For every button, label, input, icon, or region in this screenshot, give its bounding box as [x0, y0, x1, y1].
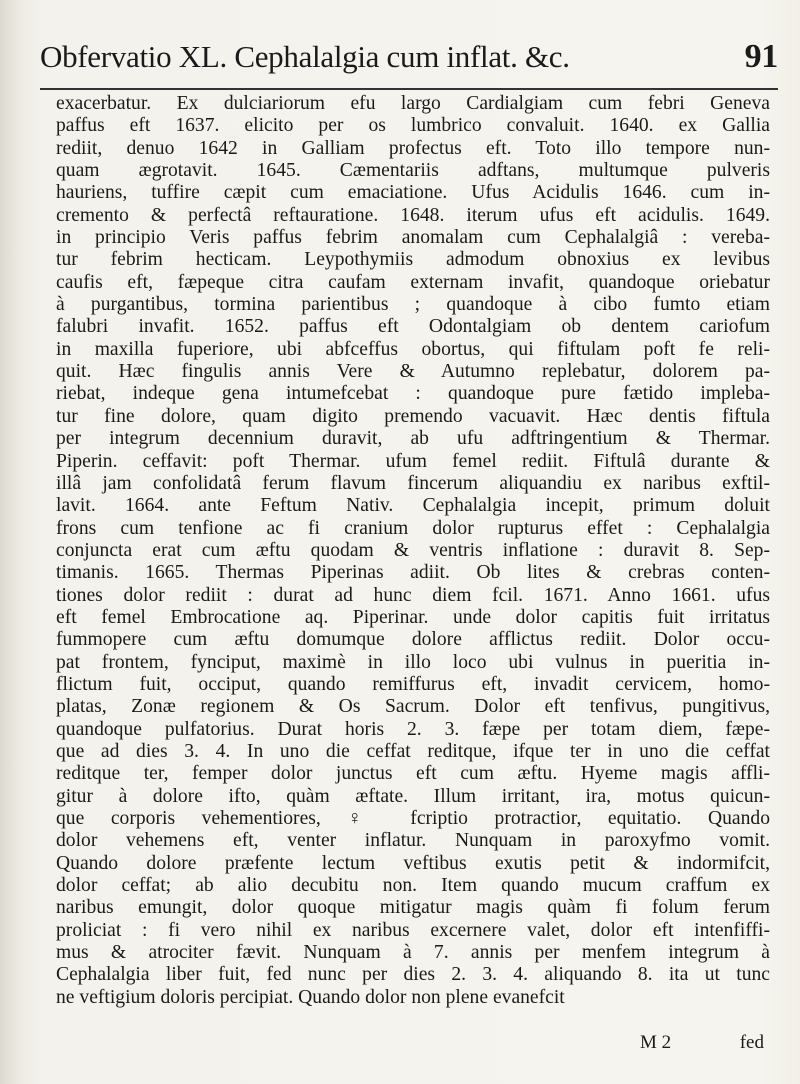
text-line: pat frontem, fynciput, maximè in illo loco ubi vulnus in pueritia in-: [56, 651, 770, 673]
running-title: Obfervatio XL. Cephalalgia cum inflat. &c.: [40, 39, 570, 74]
text-line: cremento & perfectâ reftauratione. 1648. iterum ufus eft acidulis. 1649.: [56, 204, 770, 226]
text-line: que corporis vehementiores, ♀ fcriptio protractior, equitatio. Quando: [56, 808, 770, 829]
text-line: quit. Hæc fingulis annis Vere & Autumno replebatur, dolorem pa-: [56, 361, 770, 383]
text-line: Piperin. ceffavit: poft Thermar. ufum femel rediit. Fiftulâ durante &: [56, 450, 770, 472]
text-line: dolor vehemens eft, venter inflatur. Nunquam in paroxyfmo vomit.: [56, 830, 770, 852]
catchword: fed: [739, 1032, 764, 1053]
body-text: [56, 93, 770, 1060]
page-number: 91: [744, 38, 778, 75]
text-line: Quando dolore præfente lectum veftibus exutis petit & indormifcit,: [56, 852, 770, 874]
text-line: Cephalalgia liber fuit, fed nunc per dies 2. 3. 4. aliquando 8. ita ut tunc: [56, 964, 770, 986]
header-rule: [40, 88, 778, 90]
text-line: que ad dies 3. 4. In uno die ceffat reditque, ifque ter in uno die ceffat: [56, 740, 770, 762]
text-line: tur fine dolore, quam digito premendo vacuavit. Hæc dentis fiftula: [56, 405, 770, 427]
running-header: [40, 38, 778, 88]
text-line: illâ jam confolidatâ ferum flavum fincerum aliquandiu ex naribus exftil-: [56, 472, 770, 494]
text-line: paffus eft 1637. elicito per os lumbrico convaluit. 1640. ex Gallia: [56, 115, 770, 137]
text-line: naribus emungit, dolor quoque mitigatur magis quàm fi folum ferum: [56, 897, 770, 919]
text-line: reditque ter, femper dolor junctus eft cum æftu. Hyeme magis affli-: [56, 763, 770, 785]
text-line: fummopere cum æftu domumque dolore afflictus rediit. Dolor occu-: [56, 629, 770, 651]
text-line: lavit. 1664. ante Feftum Nativ. Cephalalgia incepit, primum doluit: [56, 495, 770, 517]
text-line: in maxilla fuperiore, ubi abfceffus obortus, qui fiftulam poft fe reli-: [56, 338, 770, 360]
text-line: falubri invafit. 1652. paffus eft Odontalgiam ob dentem cariofum: [56, 316, 770, 338]
text-line: gitur à dolore ifto, quàm æftate. Illum irritant, ira, motus quicun-: [56, 785, 770, 807]
text-line: proliciat : fi vero nihil ex naribus excernere valet, dolor eft intenfiffi-: [56, 919, 770, 941]
text-line: mus & atrociter fævit. Nunquam à 7. annis per menfem integrum à: [56, 942, 770, 964]
text-line: exacerbatur. Ex dulciariorum efu largo Cardialgiam cum febri Geneva: [56, 93, 770, 114]
text-line: caufis eft, fæpeque citra caufam externam invafit, quandoque oriebatur: [56, 271, 770, 293]
text-line: dolor ceffat; ab alio decubitu non. Item quando mucum craffum ex: [56, 875, 770, 897]
text-line: tiones dolor rediit : durat ad hunc diem fcil. 1671. Anno 1661. ufus: [56, 584, 770, 606]
text-line: timanis. 1665. Thermas Piperinas adiit. Ob lites & crebras conten-: [56, 562, 770, 584]
text-line: ne veftigium doloris percipiat. Quando dolor non plene evanefcit: [56, 986, 565, 1008]
text-line: quandoque pulfatorius. Durat horis 2. 3. fæpe per totam diem, fæpe-: [56, 718, 770, 740]
text-line: rediit, denuo 1642 in Galliam profectus eft. Toto illo tempore nun-: [56, 137, 770, 159]
signature-mark: M 2: [640, 1032, 672, 1053]
text-line: flictum fuit, occiput, quando remiffurus eft, invadit cervicem, homo-: [56, 673, 770, 695]
text-line: platas, Zonæ regionem & Os Sacrum. Dolor eft tenfivus, pungitivus,: [56, 696, 770, 718]
text-line: eft femel Embrocatione aq. Piperinar. unde dolor capitis fuit irritatus: [56, 606, 770, 628]
text-line: quam ægrotavit. 1645. Cæmentariis adftans, multumque pulveris: [56, 160, 770, 182]
text-line: à purgantibus, tormina parientibus ; quandoque à cibo fumto etiam: [56, 294, 770, 316]
text-line: frons cum tenfione ac fi cranium dolor rupturus effet : Cephalalgia: [56, 517, 770, 539]
text-line: in principio Veris paffus febrim anomalam cum Cephalalgiâ : vereba-: [56, 227, 770, 249]
text-line: hauriens, tuffire cæpit cum emaciatione. Ufus Acidulis 1646. cum in-: [56, 182, 770, 204]
text-line: riebat, indeque gena intumefcebat : quandoque pure fætido impleba-: [56, 383, 770, 405]
text-line: per integrum decennium duravit, ab ufu adftringentium & Thermar.: [56, 428, 770, 450]
text-line: tur febrim hecticam. Leypothymiis admodum obnoxius ex levibus: [56, 249, 770, 271]
text-line: conjuncta erat cum æftu quodam & ventris inflatione : duravit 8. Sep-: [56, 539, 770, 561]
